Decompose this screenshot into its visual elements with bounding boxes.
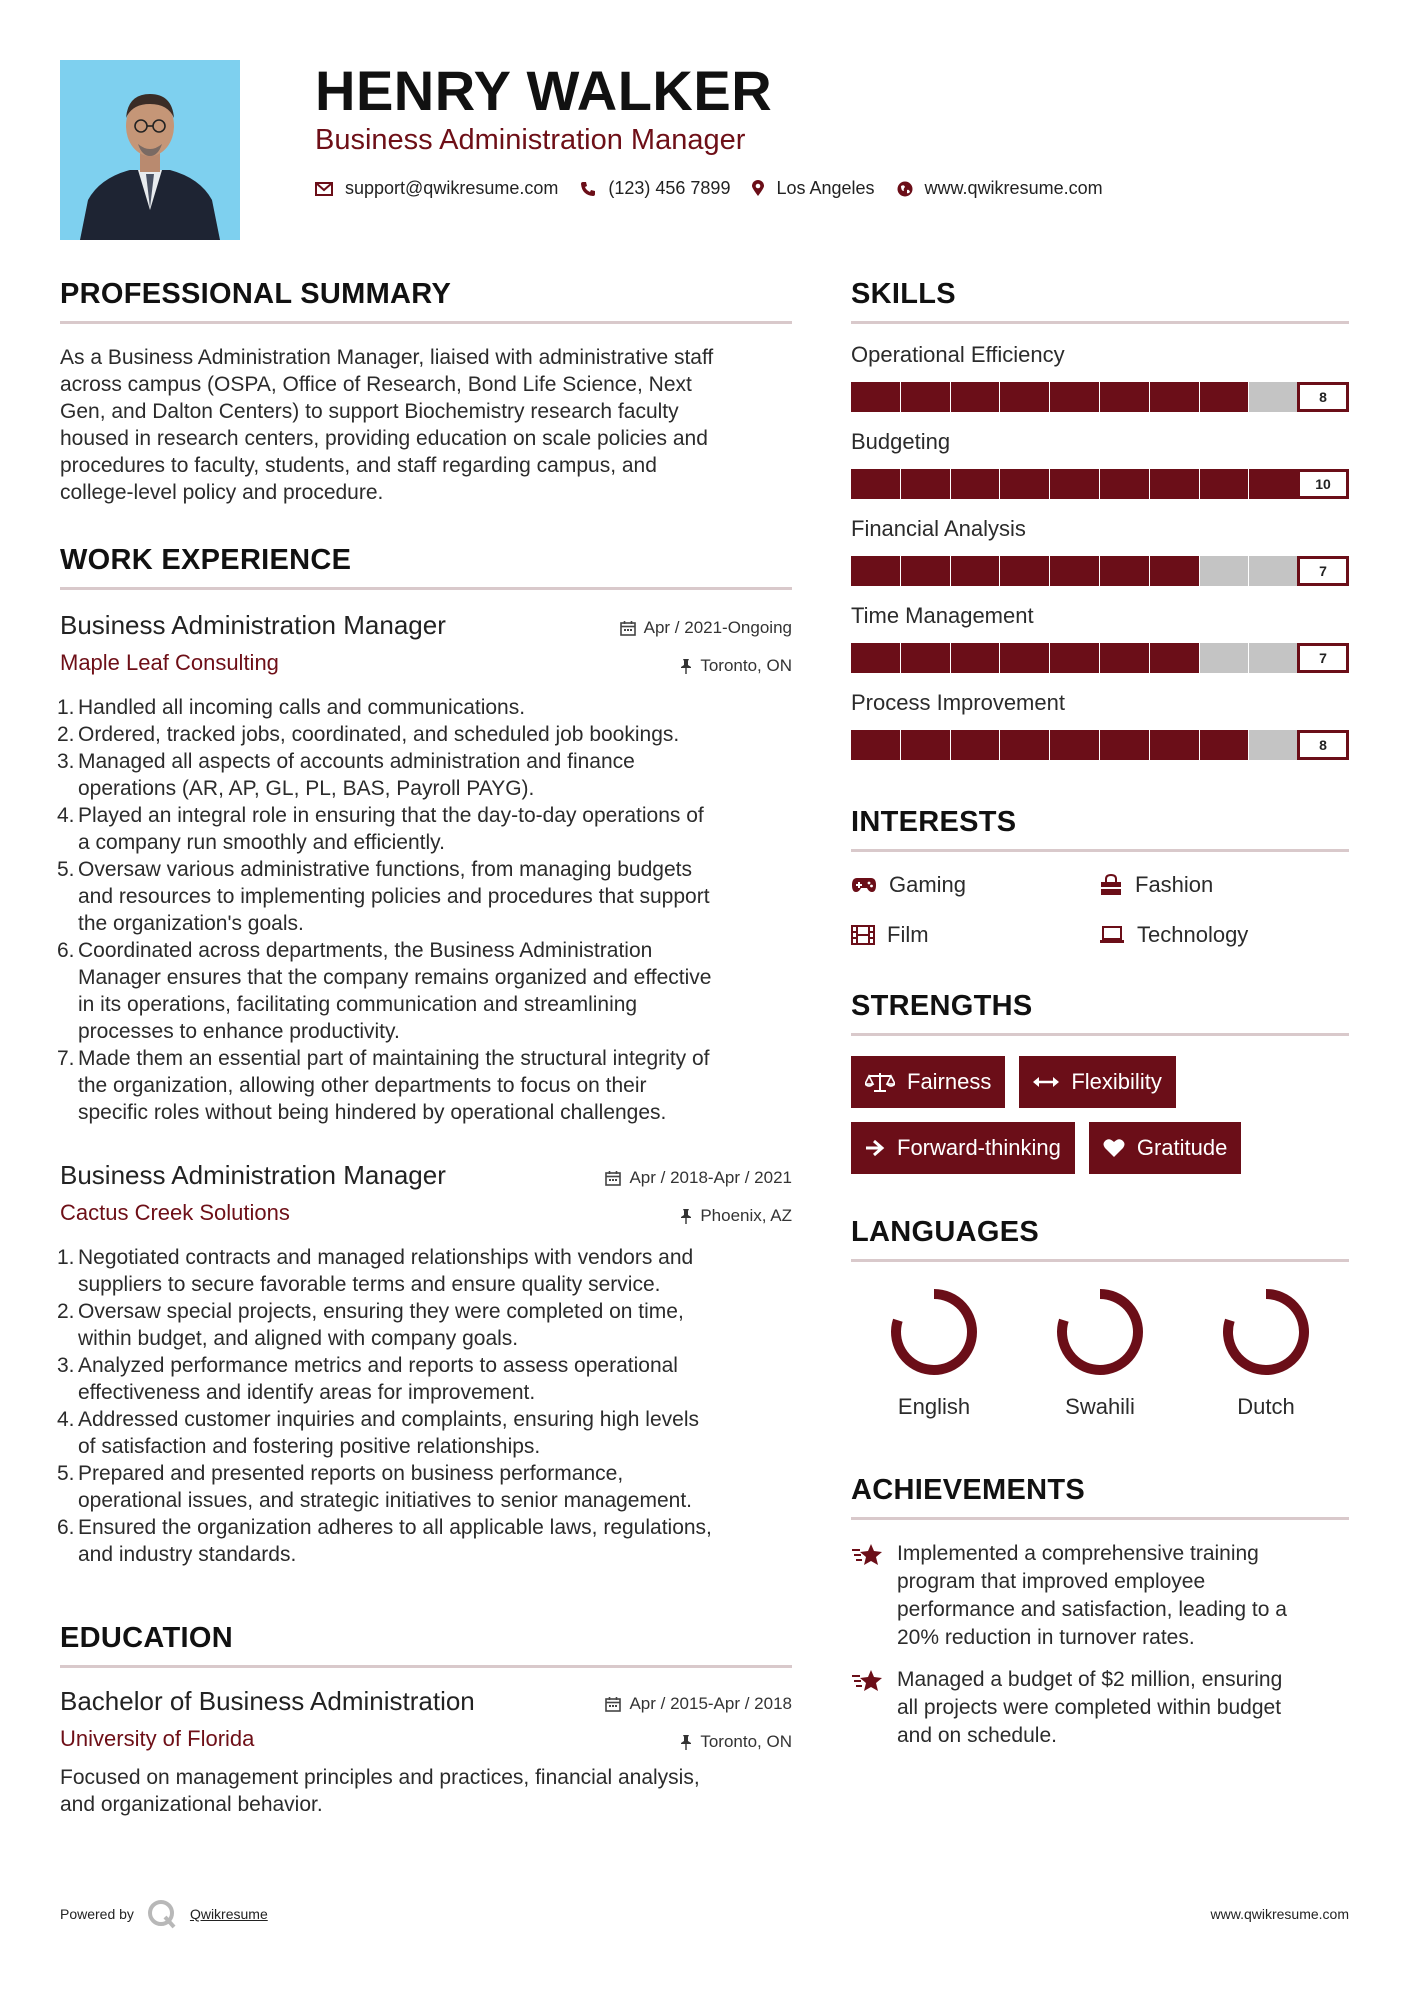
- skill-bar-segment: [901, 556, 950, 586]
- job-entry: [57, 610, 792, 1126]
- calendar-icon: [605, 1170, 621, 1186]
- pushpin-icon: [680, 1208, 692, 1224]
- balance-scale-icon: [865, 1071, 895, 1093]
- education-description: [60, 1764, 792, 1818]
- strength-badge: [851, 1122, 1075, 1174]
- duty-item: [57, 1460, 792, 1514]
- interest-label: Film: [887, 922, 929, 947]
- job-date-text: Apr / 2021-Ongoing: [643, 618, 792, 637]
- interest-item: [1099, 922, 1349, 948]
- contact-email[interactable]: [315, 178, 558, 199]
- skill-bar-segment: [901, 382, 950, 412]
- duty-number: 5.: [57, 858, 75, 881]
- strength-label: Flexibility: [1071, 1069, 1162, 1094]
- section-title: LANGUAGES: [851, 1216, 1039, 1248]
- skill-bar-segment: [951, 556, 1000, 586]
- language-progress-ring: [1054, 1286, 1146, 1378]
- languages-list: [851, 1286, 1349, 1420]
- laptop-icon: [1099, 926, 1125, 944]
- skill-bar-segment: [1150, 643, 1199, 673]
- globe-icon: [897, 181, 913, 197]
- skill-bar-segment: [1200, 643, 1249, 673]
- education-section: [60, 1622, 792, 1818]
- skill-bar-segment: [1100, 556, 1149, 586]
- education-line: Focused on management principles and practices, financial analysis,: [60, 1766, 700, 1789]
- school-name: University of Florida: [60, 1726, 255, 1751]
- skill-item: [851, 342, 1349, 412]
- skill-name: Time Management: [851, 603, 1034, 628]
- strength-label: Fairness: [907, 1069, 992, 1094]
- duty-number: 1.: [57, 696, 75, 719]
- skill-item: [851, 603, 1349, 673]
- education-location: [680, 1732, 792, 1752]
- skill-bar-segment: [851, 382, 900, 412]
- job-location: [680, 1206, 792, 1226]
- contact-website[interactable]: [897, 178, 1103, 199]
- language-level-arc: [1062, 1294, 1138, 1370]
- duty-number: 7.: [57, 1047, 75, 1070]
- skill-bar-segment: [1000, 556, 1049, 586]
- skill-rating-bar: [851, 556, 1349, 586]
- duty-number: 1.: [57, 1246, 75, 1269]
- duty-list: [57, 1244, 792, 1568]
- duty-item: [57, 1352, 792, 1406]
- language-name: English: [897, 1394, 971, 1419]
- skill-bar-segment: [1050, 730, 1099, 760]
- interest-item: [851, 922, 1099, 948]
- strengths-list: [851, 1056, 1349, 1188]
- skill-item: [851, 690, 1349, 760]
- skill-name: Financial Analysis: [851, 516, 1026, 541]
- section-divider: [60, 1665, 792, 1668]
- duty-item: [57, 721, 792, 748]
- duty-item: [57, 937, 792, 1045]
- skill-bar-segment: [901, 469, 950, 499]
- duty-number: 5.: [57, 1462, 75, 1485]
- job-title: Business Administration Manager: [60, 610, 446, 640]
- duty-line: Played an integral role in ensuring that the day-to-day operations of: [78, 804, 704, 827]
- interests-section: [851, 806, 1349, 948]
- skill-bar-segment: [1249, 643, 1298, 673]
- calendar-icon: [620, 620, 636, 636]
- section-title: INTERESTS: [851, 806, 1017, 838]
- duty-line: Prepared and presented reports on business performance,: [78, 1462, 624, 1485]
- shopping-bag-icon: [1099, 874, 1123, 896]
- interests-list: [851, 872, 1349, 948]
- skill-rating-bar: [851, 382, 1349, 412]
- calendar-icon: [605, 1696, 621, 1712]
- language-level-arc: [1228, 1294, 1304, 1370]
- duty-line: within budget, and aligned with company goals.: [78, 1327, 519, 1350]
- skill-bar-segment: [851, 730, 900, 760]
- duty-item: [57, 1514, 792, 1568]
- candidate-name: HENRY WALKER: [315, 59, 773, 122]
- duty-line: Negotiated contracts and managed relationships with vendors and: [78, 1246, 694, 1269]
- section-title: EDUCATION: [60, 1622, 233, 1654]
- strength-badge: [1019, 1056, 1175, 1108]
- summary-text: [60, 344, 792, 506]
- languages-section: [851, 1216, 1349, 1420]
- footer-url[interactable]: www.qwikresume.com: [1210, 1906, 1349, 1922]
- achievements-section: [851, 1474, 1349, 1750]
- duty-line: the organization's goals.: [78, 912, 304, 935]
- skill-bar-segment: [1000, 469, 1049, 499]
- skill-score: 8: [1297, 382, 1349, 412]
- language-item: [1017, 1286, 1183, 1420]
- company-name: Maple Leaf Consulting: [60, 650, 279, 675]
- skill-bar-segment: [1249, 382, 1298, 412]
- person-portrait-icon: [60, 60, 240, 240]
- duty-item: [57, 856, 792, 937]
- phone-icon: [580, 181, 596, 197]
- job-entry: [57, 1160, 792, 1568]
- achievement-item: [851, 1540, 1349, 1652]
- interest-label: Technology: [1137, 922, 1249, 947]
- language-item: [1183, 1286, 1349, 1420]
- duty-item: [57, 802, 792, 856]
- section-title: ACHIEVEMENTS: [851, 1474, 1086, 1506]
- skill-score: 7: [1297, 643, 1349, 673]
- skill-score: 8: [1297, 730, 1349, 760]
- pushpin-icon: [680, 1734, 692, 1750]
- arrow-right-icon: [865, 1138, 885, 1158]
- job-date: [620, 618, 792, 638]
- skill-bar-segment: [1000, 643, 1049, 673]
- duty-number: 2.: [57, 723, 75, 746]
- shooting-star-icon: [851, 1542, 883, 1568]
- language-item: [851, 1286, 1017, 1420]
- company-name: Cactus Creek Solutions: [60, 1200, 290, 1225]
- qwikresume-logo-icon: [146, 1898, 178, 1930]
- achievement-text: [897, 1666, 1282, 1750]
- skill-bar-segment: [1000, 730, 1049, 760]
- footer-powered-by: [60, 1898, 268, 1930]
- skill-bar-segment: [1200, 382, 1249, 412]
- skill-bar-segment: [901, 643, 950, 673]
- education-line: and organizational behavior.: [60, 1793, 323, 1816]
- education-location-text: Toronto, ON: [700, 1732, 792, 1751]
- duty-item: [57, 1045, 792, 1126]
- duty-line: processes to enhance productivity.: [78, 1020, 400, 1043]
- achievements-list: [851, 1540, 1349, 1750]
- duty-line: Analyzed performance metrics and reports to assess operational: [78, 1354, 678, 1377]
- skill-bar-segment: [951, 469, 1000, 499]
- skill-name: Budgeting: [851, 429, 951, 454]
- arrows-horizontal-icon: [1033, 1075, 1059, 1089]
- duty-line: Handled all incoming calls and communications.: [78, 696, 526, 719]
- profile-photo: [60, 60, 240, 240]
- skill-score: 10: [1297, 469, 1349, 499]
- section-title: WORK EXPERIENCE: [60, 544, 352, 576]
- duty-line: of satisfaction and fostering positive relationships.: [78, 1435, 541, 1458]
- skill-bar-segment: [1050, 382, 1099, 412]
- duty-number: 4.: [57, 1408, 75, 1431]
- duty-line: Manager ensures that the company remains organized and effective: [78, 966, 712, 989]
- duty-line: Oversaw special projects, ensuring they were completed on time,: [78, 1300, 684, 1323]
- language-name: Dutch: [1237, 1394, 1295, 1419]
- skill-bar-segment: [1100, 643, 1149, 673]
- skill-name: Operational Efficiency: [851, 342, 1065, 367]
- duty-item: [57, 1244, 792, 1298]
- email-text: support@qwikresume.com: [345, 178, 559, 198]
- language-progress-ring: [1220, 1286, 1312, 1378]
- skill-bar-segment: [1050, 556, 1099, 586]
- skill-bar-segment: [1150, 556, 1199, 586]
- language-name: Swahili: [1065, 1394, 1135, 1419]
- education-date: [605, 1694, 792, 1714]
- job-title: Business Administration Manager: [60, 1160, 446, 1190]
- duty-line: and industry standards.: [78, 1543, 297, 1566]
- strength-label: Forward-thinking: [897, 1135, 1061, 1160]
- duty-item: [57, 694, 792, 721]
- skill-bar-segment: [851, 469, 900, 499]
- website-text: www.qwikresume.com: [924, 178, 1103, 198]
- language-progress-ring: [888, 1286, 980, 1378]
- achievement-line: and on schedule.: [897, 1724, 1057, 1747]
- duty-line: Coordinated across departments, the Business Administration: [78, 939, 653, 962]
- duty-line: suppliers to secure favorable terms and ensure quality service.: [78, 1273, 661, 1296]
- summary-section: [60, 278, 792, 506]
- skill-bar-segment: [1150, 382, 1199, 412]
- section-divider: [851, 849, 1349, 852]
- duty-line: Made them an essential part of maintaining the structural integrity of: [78, 1047, 710, 1070]
- job-location: [680, 656, 792, 676]
- skill-rating-bar: [851, 643, 1349, 673]
- summary-line: housed in research centers, providing education on scale policies and: [60, 427, 708, 450]
- skill-bar-segment: [951, 382, 1000, 412]
- skill-bar-segment: [1249, 730, 1298, 760]
- skill-bar-segment: [901, 730, 950, 760]
- skill-bar-segment: [1200, 730, 1249, 760]
- experience-section: [57, 544, 792, 1568]
- duty-line: Ensured the organization adheres to all applicable laws, regulations,: [78, 1516, 712, 1539]
- skill-bar-segment: [1100, 469, 1149, 499]
- job-date: [605, 1168, 792, 1188]
- achievement-item: [851, 1666, 1349, 1750]
- interest-label: Fashion: [1135, 872, 1214, 897]
- summary-line: college-level policy and procedure.: [60, 481, 384, 504]
- skill-bar-segment: [1150, 469, 1199, 499]
- achievement-line: Managed a budget of $2 million, ensuring: [897, 1668, 1283, 1691]
- degree-title: Bachelor of Business Administration: [60, 1686, 475, 1716]
- skill-bar-segment: [1150, 730, 1199, 760]
- duty-number: 3.: [57, 1354, 75, 1377]
- skills-section: [851, 278, 1349, 777]
- shooting-star-icon: [851, 1668, 883, 1694]
- interest-item: [1099, 872, 1349, 898]
- duty-line: operations (AR, AP, GL, PL, BAS, Payroll PAYG).: [78, 777, 535, 800]
- interest-label: Gaming: [889, 872, 967, 897]
- duty-line: Oversaw various administrative functions, from managing budgets: [78, 858, 692, 881]
- skill-score: 7: [1297, 556, 1349, 586]
- heart-icon: [1103, 1138, 1125, 1158]
- duty-item: [57, 1298, 792, 1352]
- duty-line: operational issues, and strategic initiatives to senior management.: [78, 1489, 693, 1512]
- achievement-text: [897, 1540, 1287, 1652]
- skill-bar-segment: [1050, 643, 1099, 673]
- section-divider: [60, 321, 792, 324]
- duty-line: in its operations, facilitating communication and streamlining: [78, 993, 638, 1016]
- location-text: Los Angeles: [776, 178, 875, 198]
- duty-line: Managed all aspects of accounts administration and finance: [78, 750, 635, 773]
- summary-line: across campus (OSPA, Office of Research, Bond Life Science, Next: [60, 373, 692, 396]
- section-title: STRENGTHS: [851, 990, 1033, 1022]
- achievement-line: Implemented a comprehensive training: [897, 1542, 1259, 1565]
- phone-text: (123) 456 7899: [608, 178, 731, 198]
- skill-rating-bar: [851, 730, 1349, 760]
- skill-bar-segment: [1249, 469, 1298, 499]
- summary-line: procedures to faculty, students, and staff regarding campus, and: [60, 454, 657, 477]
- skill-bar-segment: [1200, 556, 1249, 586]
- contact-bar: [315, 178, 1125, 199]
- duty-line: Addressed customer inquiries and complaints, ensuring high levels: [78, 1408, 699, 1431]
- job-location-text: Toronto, ON: [700, 656, 792, 675]
- duty-number: 4.: [57, 804, 75, 827]
- pushpin-icon: [680, 658, 692, 674]
- strength-label: Gratitude: [1136, 1135, 1228, 1160]
- strength-badge: [1089, 1122, 1242, 1174]
- duty-number: 2.: [57, 1300, 75, 1323]
- duty-line: specific roles without being hindered by operational challenges.: [78, 1101, 667, 1124]
- job-location-text: Phoenix, AZ: [700, 1206, 792, 1225]
- candidate-title: Business Administration Manager: [315, 124, 746, 156]
- skill-item: [851, 429, 1349, 499]
- section-divider: [851, 1517, 1349, 1520]
- duty-number: 3.: [57, 750, 75, 773]
- contact-phone[interactable]: [580, 178, 730, 199]
- skill-bar-segment: [1249, 556, 1298, 586]
- section-divider: [851, 1033, 1349, 1036]
- section-divider: [851, 1259, 1349, 1262]
- strength-badge: [851, 1056, 1005, 1108]
- achievement-line: all projects were completed within budget: [897, 1696, 1282, 1719]
- duty-line: and resources to implementing policies and procedures that support: [78, 885, 710, 908]
- skill-rating-bar: [851, 469, 1349, 499]
- powered-by-text: Powered by: [60, 1906, 134, 1922]
- education-entry: [60, 1686, 792, 1818]
- education-date-text: Apr / 2015-Apr / 2018: [629, 1694, 792, 1713]
- skill-bar-segment: [1000, 382, 1049, 412]
- duty-number: 6.: [57, 1516, 75, 1539]
- duty-item: [57, 748, 792, 802]
- achievement-line: program that improved employee: [897, 1570, 1206, 1593]
- summary-line: As a Business Administration Manager, liaised with administrative staff: [60, 346, 714, 369]
- brand-link[interactable]: Qwikresume: [189, 1906, 268, 1922]
- section-title: SKILLS: [851, 278, 956, 310]
- skill-name: Process Improvement: [851, 690, 1065, 715]
- duty-line: Ordered, tracked jobs, coordinated, and scheduled job bookings.: [78, 723, 680, 746]
- contact-location: [752, 178, 874, 199]
- duty-line: a company run smoothly and efficiently.: [78, 831, 445, 854]
- summary-line: Gen, and Dalton Centers) to support Biochemistry research faculty: [60, 400, 679, 423]
- skill-bar-segment: [851, 556, 900, 586]
- language-level-arc: [896, 1294, 972, 1370]
- achievement-line: performance and satisfaction, leading to a: [897, 1598, 1287, 1621]
- skills-list: [851, 342, 1349, 760]
- skill-item: [851, 516, 1349, 586]
- skill-bar-segment: [1050, 469, 1099, 499]
- skill-bar-segment: [1200, 469, 1249, 499]
- duty-line: effectiveness and identify areas for improvement.: [78, 1381, 536, 1404]
- section-divider: [60, 587, 792, 590]
- duty-item: [57, 1406, 792, 1460]
- map-pin-icon: [752, 180, 764, 197]
- section-divider: [851, 321, 1349, 324]
- film-icon: [851, 925, 875, 945]
- achievement-line: 20% reduction in turnover rates.: [897, 1626, 1195, 1649]
- gamepad-icon: [851, 876, 877, 894]
- duty-number: 6.: [57, 939, 75, 962]
- strengths-section: [851, 990, 1349, 1188]
- skill-bar-segment: [1100, 730, 1149, 760]
- skill-bar-segment: [951, 643, 1000, 673]
- interest-item: [851, 872, 1099, 898]
- duty-line: the organization, allowing other departments to focus on their: [78, 1074, 647, 1097]
- section-title: PROFESSIONAL SUMMARY: [60, 278, 452, 310]
- skill-bar-segment: [951, 730, 1000, 760]
- skill-bar-segment: [851, 643, 900, 673]
- duty-list: [57, 694, 792, 1126]
- job-date-text: Apr / 2018-Apr / 2021: [629, 1168, 792, 1187]
- skill-bar-segment: [1100, 382, 1149, 412]
- envelope-icon: [315, 182, 333, 196]
